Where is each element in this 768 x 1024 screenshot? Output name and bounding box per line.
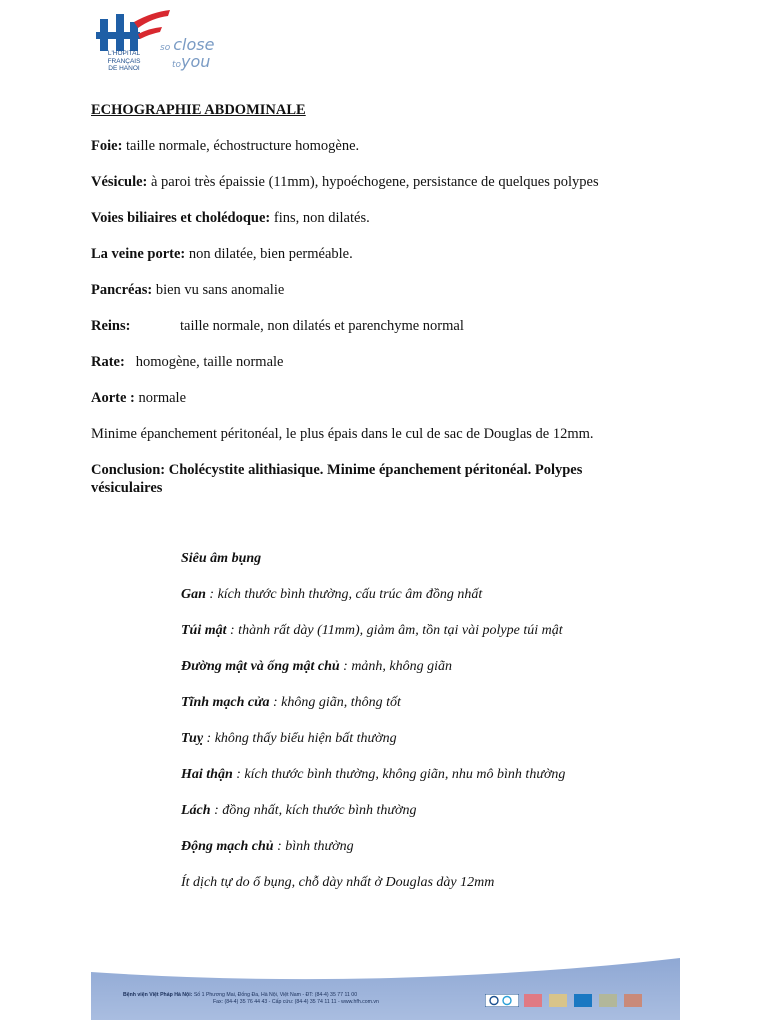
finding-liver: Foie: taille normale, échostructure homogène.: [91, 138, 360, 154]
logo-caption: L'HÔPITAL FRANÇAIS DE HANOI: [107, 50, 141, 72]
vi-finding-gallbladder: Túi mật : thành rất dày (11mm), giảm âm, tồn tại vài polype túi mật: [181, 623, 563, 638]
report-conclusion: Conclusion: Cholécystite alithiasique. Minime épanchement péritonéal. Polypes vésiculaires: [91, 462, 583, 496]
accreditation-badge-4-icon: [599, 994, 617, 1007]
vi-finding-liver: Gan : kích thước bình thường, cấu trúc âm đồng nhất: [181, 587, 483, 602]
accreditation-badge-1-icon: [524, 994, 542, 1007]
report-title: ECHOGRAPHIE ABDOMINALE: [91, 102, 306, 118]
vi-finding-kidneys: Hai thận : kích thước bình thường, không giãn, nhu mô bình thường: [181, 767, 566, 782]
vi-finding-peritoneal-note: Ít dịch tự do ổ bụng, chỗ dày nhất ở Douglas dày 12mm: [181, 875, 495, 890]
logo-tagline: so close toyou: [160, 35, 215, 71]
vi-finding-pancreas: Tuỵ : không thấy biểu hiện bất thường: [181, 731, 397, 746]
finding-portal-vein: La veine porte: non dilatée, bien perméable.: [91, 246, 353, 262]
finding-peritoneal-note: Minime épanchement péritonéal, le plus épais dans le cul de sac de Douglas de 12mm.: [91, 426, 594, 442]
finding-aorta: Aorte : normale: [91, 390, 187, 406]
page-footer: [91, 956, 680, 1020]
finding-spleen: Rate: homogène, taille normale: [91, 354, 284, 370]
accreditation-badge-5-icon: [624, 994, 642, 1007]
vi-finding-spleen: Lách : đồng nhất, kích thước bình thường: [181, 803, 417, 818]
finding-kidneys: Reins: taille normale, non dilatés et parenchyme normal: [91, 318, 464, 334]
footer-address: Bệnh viện Việt Pháp Hà Nội: Số 1 Phương Mai, Đống Đa, Hà Nội, Việt Nam - ĐT: (84-4) 35 77 11 00 Fax: (84-4) 35 76 44 43 - Cấp cứu: (84-4) 35 74 11 11 - www.hfh.com.vn: [123, 992, 379, 1005]
accreditation-logo-icon: [485, 994, 519, 1007]
vi-finding-aorta: Động mạch chủ : bình thường: [181, 839, 354, 854]
finding-gallbladder: Vésicule: à paroi très épaissie (11mm), hypoéchogene, persistance de quelques polypes: [91, 174, 599, 190]
vi-report-title: Siêu âm bụng: [181, 551, 262, 566]
accreditation-badge-3-icon: [574, 994, 592, 1007]
vi-finding-portal-vein: Tĩnh mạch cửa : không giãn, thông tốt: [181, 695, 401, 710]
finding-bile-ducts: Voies biliaires et cholédoque: fins, non dilatés.: [91, 210, 370, 226]
accreditation-badge-2-icon: [549, 994, 567, 1007]
vi-finding-bile-ducts: Đường mật và ống mật chủ : mảnh, không giãn: [181, 659, 453, 674]
footer-wave-background: [91, 956, 680, 1020]
finding-pancreas: Pancréas: bien vu sans anomalie: [91, 282, 285, 298]
